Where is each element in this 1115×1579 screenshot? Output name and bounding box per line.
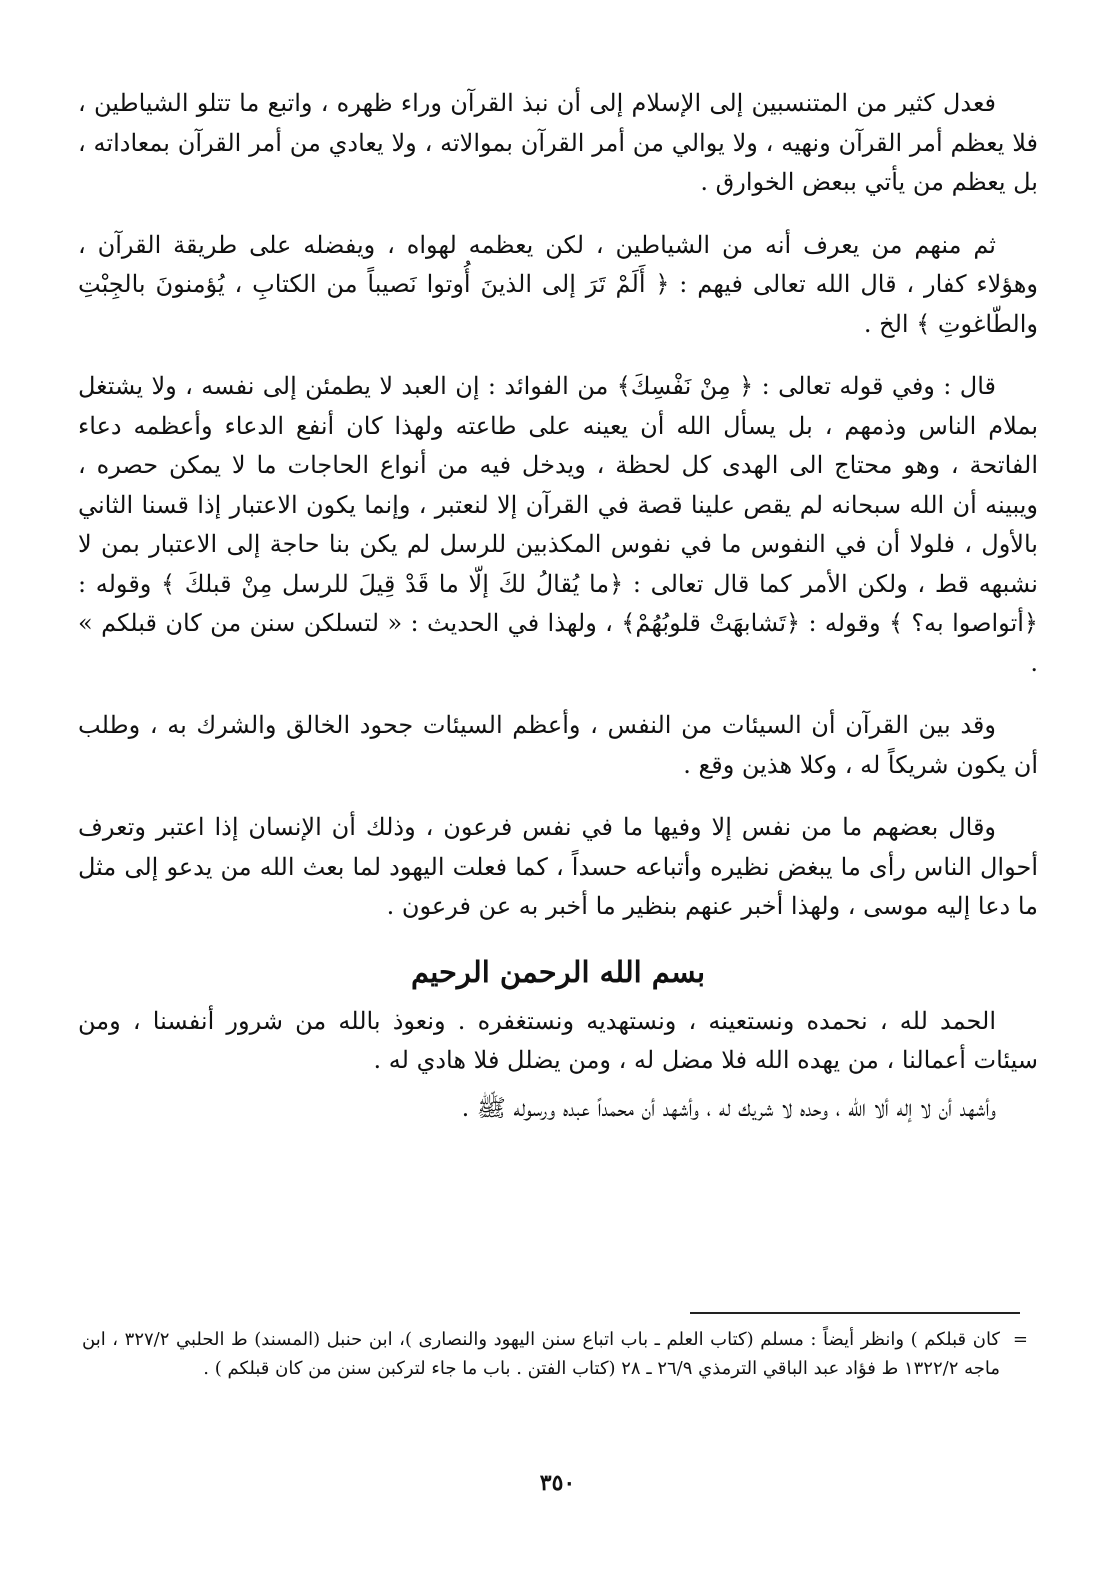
paragraph: ثم منهم من يعرف أنه من الشياطين ، لكن يعظمه لهواه ، ويفضله على طريقة القرآن ، وهؤلاء كفار ، قال الله تعالى فيهم : ﴿ أَلَمْ تَرَ إلى الذينَ أُوتوا نَصيباً من الكتابِ ، يُؤمنونَ بالجِبْتِ والطّاغوتِ ﴾ الخ . (78, 230, 1038, 338)
paragraph: الحمد لله ، نحمده ونستعينه ، ونستهديه ونستغفره . ونعوذ بالله من شرور أنفسنا ، ومن سيئات أعمالنا ، من يهده الله فلا مضل له ، ومن يضلل فلا هادي له . (78, 1006, 1038, 1074)
main-text (78, 84, 1038, 1136)
paragraph: وأشهد أن لا إله ألا الله ، وحده لا شريك له ، وأشهد أن محمداً عبده ورسوله ﷺ . (461, 1093, 996, 1122)
footnote (82, 1325, 1028, 1383)
page-number: ٣٥٠ (539, 1470, 576, 1496)
footnote-marker: = (1012, 1329, 1028, 1350)
footnote-separator (690, 1312, 1020, 1314)
paragraph: قال : وفي قوله تعالى : ﴿ مِنْ نَفْسِكَ﴾ من الفوائد : إن العبد لا يطمئن إلى نفسه ، ولا يشتغل بملام الناس وذمهم ، بل يسأل الله أن يعينه على طاعته ولهذا كان أنفع الدعاء وأعظمه دعاء الفاتحة ، وهو محتاج الى الهدى كل لحظة ، ويدخل فيه من أنواع الحاجات ما لا يمكن حصره ، ويبينه أن الله سبحانه لم يقص علينا قصة في القرآن إلا لنعتبر ، وإنما يكون الاعتبار إذا قسنا الثاني بالأول ، فلولا أن في النفوس ما في نفوس المكذبين للرسل لم يكن بنا حاجة إلى الاعتبار بمن لا نشبهه قط ، ولكن الأمر كما قال تعالى : ﴿ما يُقالُ لكَ إلّا ما قَدْ قِيلَ للرسل مِنْ قبلكَ ﴾ وقوله : ﴿أتواصوا به؟ ﴾ وقوله : ﴿تَشابهَتْ قلوبُهُمْ﴾ ، ولهذا في الحديث : « لتسلكن سنن من كان قبلكم » . (78, 372, 1038, 677)
basmala-heading: بسم الله الرحمن الرحيم (410, 954, 706, 989)
footnote-text: كان قبلكم ) وانظر أيضاً : مسلم (كتاب العلم ـ باب اتباع سنن اليهود والنصارى )، ابن حنبل (المسند) ط الحلبي ٣٢٧/٢ ، ابن ماجه ١٣٢٢/٢ ط فؤاد عبد الباقي الترمذي ٢٦/٩ ـ ٢٨ (كتاب الفتن . باب ما جاء لتركبن سنن من كان قبلكم ) . (82, 1329, 1000, 1379)
paragraph: وقد بين القرآن أن السيئات من النفس ، وأعظم السيئات جحود الخالق والشرك به ، وطلب أن يكون شريكاً له ، وكلا هذين وقع . (78, 711, 1038, 779)
paragraph: فعدل كثير من المتنسبين إلى الإسلام إلى أن نبذ القرآن وراء ظهره ، واتبع ما تتلو الشياطين ، فلا يعظم أمر القرآن ونهيه ، ولا يوالي من أمر القرآن بموالاته ، ولا يعادي من أمر القرآن بمعاداته ، بل يعظم من يأتي ببعض الخوارق . (78, 89, 1038, 196)
paragraph: وقال بعضهم ما من نفس إلا وفيها ما في نفس فرعون ، وذلك أن الإنسان إذا اعتبر وتعرف أحوال الناس رأى ما يبغض نظيره وأتباعه حسداً ، كما فعلت اليهود لما بعث الله من يدعو إلى مثل ما دعا إليه موسى ، ولهذا أخبر عنهم بنظير ما أخبر به عن فرعون . (78, 813, 1038, 920)
